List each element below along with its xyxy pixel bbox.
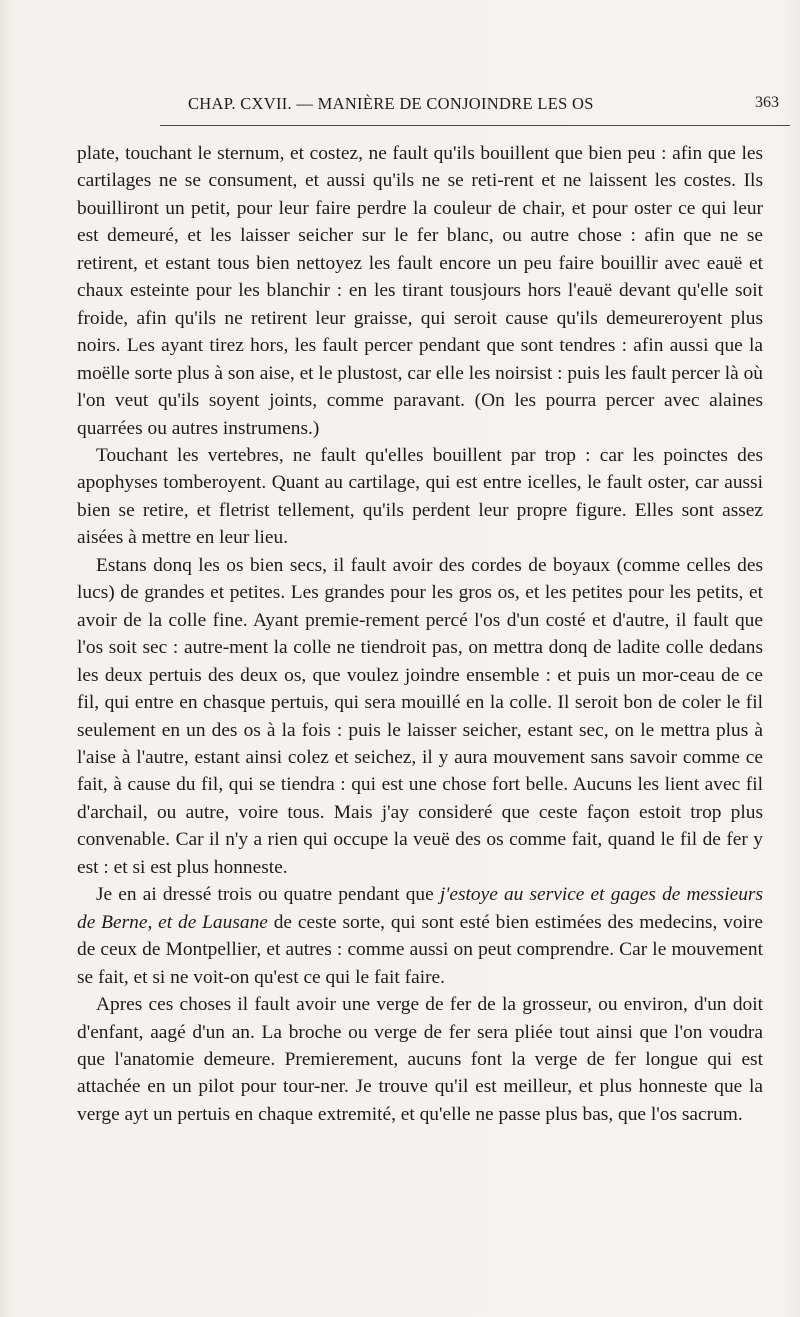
body-text [77, 140, 763, 1128]
paragraph-4-start: Je en ai dressé trois ou quatre pendant que [96, 884, 440, 906]
page-number: 363 [755, 94, 779, 111]
paragraph-3: Estans donq les os bien secs, il fault avoir des cordes de boyaux (comme celles des lucs) de grandes et petites. Les grandes pour les gros os, et les petites pour les petits, et avoir de la colle fine. Ayant premie-rement percé l'os d'un costé et d'autre, il fault que l'os soit sec : autre-ment la colle ne tiendroit pas, on mettra donq de ladite colle dedans les deux pertuis des deux os, que voulez joindre ensemble : et puis un mor-ceau de ce fil, qui entre en chasque pertuis, qui sera mouillé en la colle. Il seroit bon de coler le fil seulement en un des os à la fois : puis le laisser seicher, estant sec, on le mettra plus à l'aise à l'autre, estant ainsi colez et seichez, il y aura mouvement sans savoir comme ce fait, à cause du fil, qui se tiendra : qui est une chose fort belle. Aucuns les lient avec fil d'archail, ou autre, voire tous. Mais j'ay consideré que ceste façon estoit trop plus convenable. Car il n'y a rien qui occupe la veuë des os comme fait, quand le fil de fer y est : et si est plus honneste. [77, 554, 763, 878]
paragraph-4-italic: j'estoye au service et gages de messieurs de Berne, et de Lausane [77, 884, 763, 933]
header-rule [160, 125, 790, 126]
paragraph-4 [77, 881, 763, 991]
paragraph-1: plate, touchant le sternum, et costez, ne fault qu'ils bouillent que bien peu : afin que les cartilages ne se consument, et aussi qu'ils ne se reti-rent et ne laissent les costes. Ils bouilliront un petit, pour leur faire perdre la couleur de chair, et pour oster ce qui leur est demeuré, et les laisser seicher sur le fer blanc, ou autre chose : afin que ne se retirent, et estant tous bien nettoyez les fault encore un peu faire bouillir avec eauë et chaux esteinte pour les blanchir : en les tirant tousjours hors l'eauë devant qu'elle soit froide, afin qu'ils ne retirent leur graisse, qui seroit cause qu'ils demeureroyent plus noirs. Les ayant tirez hors, les fault percer pendant que sont tendres : afin aussi que la moëlle sorte plus à son aise, et le plustost, car elle les noirsist : puis les fault percer là où l'on veut qu'ils soyent joints, comme paravant. (On les pourra percer avec alaines quarrées ou autres instrumens.) [77, 143, 763, 439]
paragraph-4-end: de ceste sorte, qui sont esté bien estimées des medecins, voire de ceux de Montpellier, et autres : comme aussi on peut comprendre. Car le mouvement se fait, et si ne voit-on qu'est ce qui le fait faire. [77, 911, 763, 988]
page-header [130, 94, 795, 116]
running-title: CHAP. CXVII. — MANIÈRE DE CONJOINDRE LES OS [188, 94, 594, 113]
paragraph-2: Touchant les vertebres, ne fault qu'elles bouillent par trop : car les poinctes des apophyses tomberoyent. Quant au cartilage, qui est entre icelles, le fault oster, car aussi bien se retire, et fletrist tellement, qu'ils perdent leur propre figure. Elles sont assez aisées à mettre en leur lieu. [77, 444, 763, 549]
paragraph-5: Apres ces choses il fault avoir une verge de fer de la grosseur, ou environ, d'un doit d'enfant, aagé d'un an. La broche ou verge de fer sera pliée tout ainsi que l'on voudra que l'anatomie demeure. Premierement, aucuns font la verge de fer longue qui est attachée en un pilot pour tour-ner. Je trouve qu'il est meilleur, et plus honneste que la verge ayt un pertuis en chaque extremité, et qu'elle ne passe plus bas, que l'os sacrum. [77, 994, 763, 1125]
